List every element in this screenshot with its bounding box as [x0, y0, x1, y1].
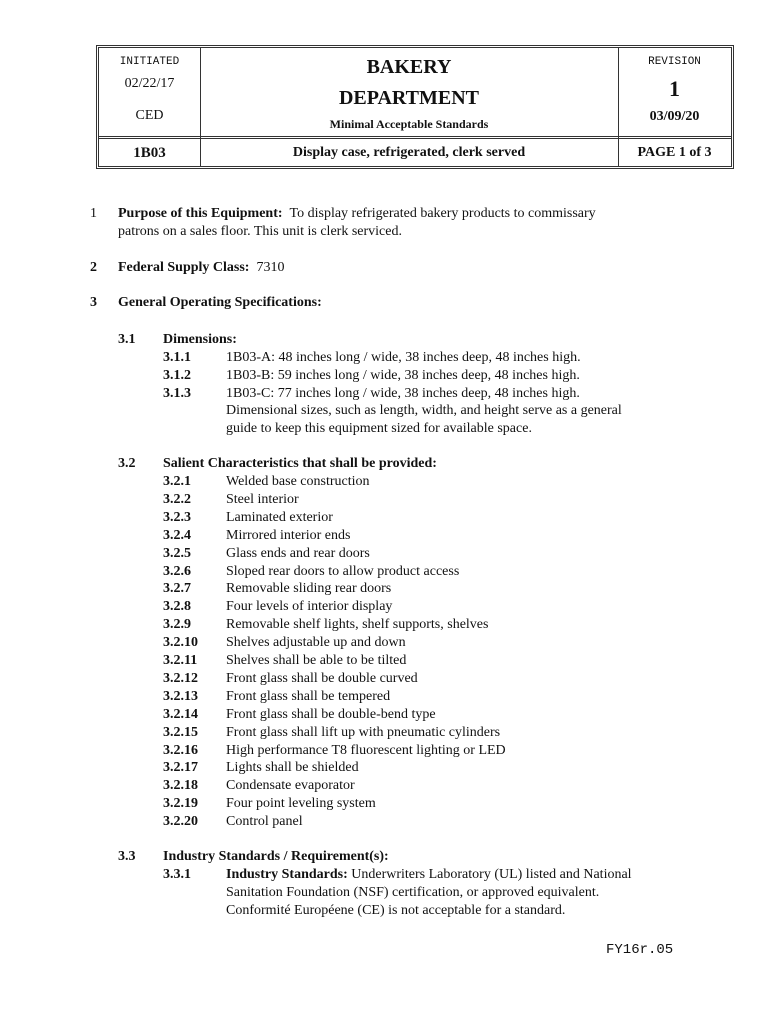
salient-item-text: Glass ends and rear doors — [226, 545, 370, 561]
standards-item-text: Underwriters Laboratory (UL) listed and National — [351, 867, 632, 882]
section-1-line1 — [118, 205, 596, 223]
salient-item-number: 3.2.14 — [163, 706, 198, 722]
section-3-title: General Operating Specifications: — [118, 295, 322, 310]
standards-item-number: 3.3.1 — [163, 867, 191, 882]
salient-item-number: 3.2.4 — [163, 527, 191, 543]
dimension-item-text: 1B03-C: 77 inches long / wide, 38 inches deep, 48 inches high. — [226, 385, 580, 401]
salient-item-text: High performance T8 fluorescent lighting or LED — [226, 742, 506, 758]
dept-line2: DEPARTMENT — [338, 87, 480, 109]
salient-item-number: 3.2.3 — [163, 509, 191, 525]
revision-date: 03/09/20 — [649, 109, 700, 124]
header-row-divider — [99, 136, 731, 139]
standards-item-line1 — [226, 866, 632, 884]
initiated-label: INITIATED — [119, 56, 180, 68]
salient-item-text: Front glass shall be double-bend type — [226, 706, 436, 722]
standards-title: Industry Standards / Requirement(s): — [163, 849, 389, 864]
dimension-item-number: 3.1.3 — [163, 385, 191, 401]
standards-item-line2: Sanitation Foundation (NSF) certification, or approved equivalent. — [226, 885, 600, 900]
standards-item-title: Industry Standards: — [226, 867, 348, 882]
initiated-by: CED — [135, 108, 164, 123]
dimensions-note-line2: guide to keep this equipment sized for available space. — [226, 421, 532, 436]
salient-item-number: 3.2.15 — [163, 724, 198, 740]
salient-item-number: 3.2.19 — [163, 796, 198, 812]
salient-item-text: Front glass shall be double curved — [226, 670, 418, 686]
header-table — [96, 45, 734, 169]
salient-number: 3.2 — [118, 456, 136, 471]
dimensions-number: 3.1 — [118, 332, 136, 347]
footer-code: FY16r.05 — [606, 942, 674, 958]
salient-item-text: Four levels of interior display — [226, 599, 393, 615]
revision-label: REVISION — [648, 56, 701, 68]
section-3-number: 3 — [90, 295, 97, 310]
initiated-date: 02/22/17 — [124, 76, 175, 91]
salient-item-number: 3.2.6 — [163, 563, 191, 579]
dimension-item-text: 1B03-B: 59 inches long / wide, 38 inches deep, 48 inches high. — [226, 367, 580, 383]
salient-item-text: Condensate evaporator — [226, 778, 355, 794]
dimensions-note-line1: Dimensional sizes, such as length, width, and height serve as a general — [226, 403, 622, 418]
salient-item-number: 3.2.9 — [163, 617, 191, 633]
section-2-line — [118, 259, 284, 277]
salient-item-number: 3.2.10 — [163, 635, 198, 651]
salient-item-number: 3.2.18 — [163, 778, 198, 794]
salient-item-text: Removable sliding rear doors — [226, 581, 392, 597]
salient-item-text: Shelves adjustable up and down — [226, 635, 406, 651]
section-1-line2: patrons on a sales floor. This unit is clerk serviced. — [118, 224, 402, 239]
salient-item-number: 3.2.20 — [163, 814, 198, 830]
salient-title: Salient Characteristics that shall be provided: — [163, 456, 437, 471]
dimensions-title: Dimensions: — [163, 332, 237, 347]
salient-item-text: Steel interior — [226, 491, 299, 507]
dimension-item-number: 3.1.1 — [163, 350, 191, 365]
salient-item-text: Front glass shall be tempered — [226, 688, 391, 704]
salient-item-text: Laminated exterior — [226, 509, 333, 525]
salient-item-text: Sloped rear doors to allow product access — [226, 563, 460, 579]
salient-item-number: 3.2.7 — [163, 581, 191, 597]
salient-item-number: 3.2.16 — [163, 742, 198, 758]
salient-item-number: 3.2.13 — [163, 688, 198, 704]
salient-item-text: Shelves shall be able to be tilted — [226, 653, 407, 668]
section-1-title: Purpose of this Equipment: — [118, 206, 283, 221]
salient-item-number: 3.2.17 — [163, 760, 198, 776]
standards-subtitle: Minimal Acceptable Standards — [329, 117, 489, 131]
equipment-code: 1B03 — [133, 145, 166, 161]
section-2-title: Federal Supply Class: — [118, 260, 250, 275]
salient-item-number: 3.2.2 — [163, 491, 191, 507]
section-1-text: To display refrigerated bakery products to commissary — [289, 206, 596, 221]
revision-number: 1 — [669, 76, 680, 101]
salient-item-text: Removable shelf lights, shelf supports, shelves — [226, 617, 489, 633]
salient-item-text: Four point leveling system — [226, 796, 376, 812]
standards-number: 3.3 — [118, 849, 136, 864]
section-2-number: 2 — [90, 260, 97, 275]
salient-item-text: Mirrored interior ends — [226, 527, 351, 543]
federal-supply-class: 7310 — [256, 260, 285, 275]
dimension-item-text: 1B03-A: 48 inches long / wide, 38 inches deep, 48 inches high. — [226, 350, 581, 365]
page-indicator: PAGE 1 of 3 — [637, 145, 712, 160]
dimension-item-number: 3.1.2 — [163, 367, 191, 383]
salient-item-text: Welded base construction — [226, 474, 370, 489]
salient-item-number: 3.2.8 — [163, 599, 191, 615]
standards-item-line3: Conformité Européene (CE) is not acceptable for a standard. — [226, 903, 566, 918]
salient-item-number: 3.2.11 — [163, 653, 198, 668]
salient-item-text: Lights shall be shielded — [226, 760, 359, 776]
salient-item-number: 3.2.12 — [163, 670, 198, 686]
salient-item-text: Control panel — [226, 814, 303, 830]
dept-line1: BAKERY — [366, 56, 452, 78]
section-1-number: 1 — [90, 206, 97, 221]
salient-item-number: 3.2.1 — [163, 474, 191, 489]
equipment-description: Display case, refrigerated, clerk served — [292, 145, 526, 160]
salient-item-number: 3.2.5 — [163, 545, 191, 561]
salient-item-text: Front glass shall lift up with pneumatic cylinders — [226, 724, 501, 740]
